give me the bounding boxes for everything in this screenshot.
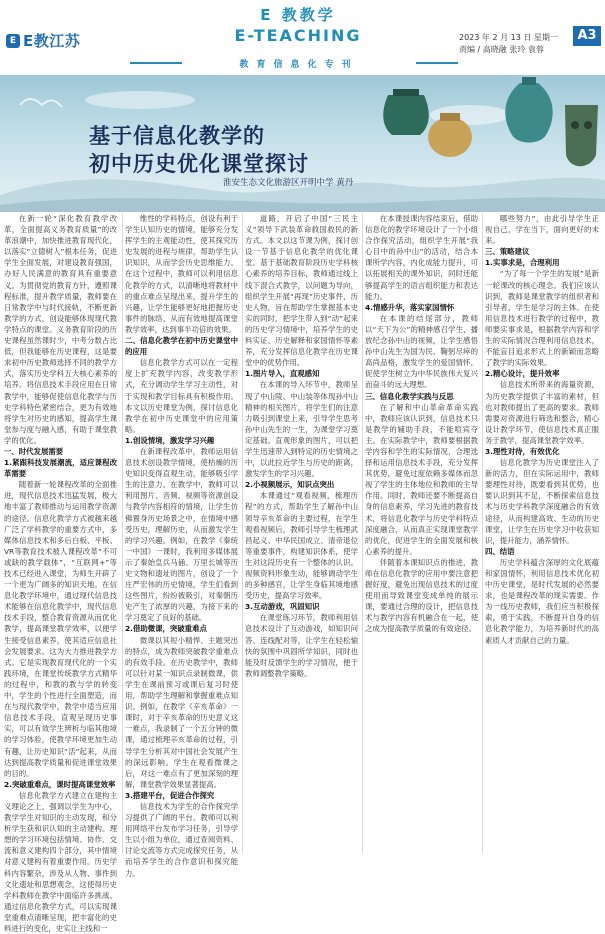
subtitle-rule-left <box>130 62 182 64</box>
bronze-mask-icon <box>565 105 598 166</box>
paragraph: 在本课的结尾部分，教师以“天下为公”的精神感召学生，播放纪念孙中山的视频，让学生感悟孙中山先生为国为民、鞠躬尽瘁的高尚品格，激发学生的爱国情怀，促使学生树立为中华民族伟大复兴而奋斗的远大理想。 <box>365 313 478 390</box>
article-column-3 <box>245 213 358 863</box>
paragraph: 信息化教学方式建立在建构主义理论之上，强调以学生为中心，教学学生对知识的主动发现，和分析学生获和识认知的主动建构。理想的学习环境包括情境、协作、交流和意义建构四个部分，其中情境对意义建构有着重要作用。历史学科内容繁杂，涉及从人物、事件到文化遗址和思想观念，这使得历史学科教师在教学中面临许多挑战。通过信息化教学方式，可以实现课堂重难点清晰呈现，把丰富化的史料进行的变化，史实让主线和一 <box>4 790 117 933</box>
section-heading: 2.借助微课，突破重难点 <box>125 624 207 634</box>
paragraph: 伴随着本课知识点的推进，教师在信息化教学的应用中要注意把握好度，避免出现信息技术的过度使用而导致课堂变成单纯的展示课，要通过合理的设计，把信息技术与教学内容有机融合在一起，使之成为提高教学质量的有效途径。 <box>365 557 478 634</box>
section-heading: 四、结语 <box>485 546 515 556</box>
section-heading: 3.互动游戏，巩固知识 <box>245 602 320 612</box>
paragraph: 哪些努力”，由此引导学生正视自己，学在当下，面向更好的未来。 <box>485 214 599 246</box>
section-heading: 1.图片导入，直观感知 <box>245 369 320 379</box>
paragraph: 维性的学科特点，创设有利于学生认知历史的情境，能够充分发挥学生的主观能动性，使其探究历史发展的进程与规律，帮助学生认识知识，从而学会历史思维能力。在这个过程中，教师可以利用信息化教学的方式，以清晰地将教材中的重点难点呈现出来，提升学生的兴趣，让学生能够更好地把握历史事件的脉络，从而有效地提高课堂教学效率，达到事半功倍的效果。 <box>125 214 238 334</box>
article-column-4 <box>365 213 478 863</box>
section-heading: 3.理性对待，有效优化 <box>485 446 560 456</box>
paragraph: 本课通过“观看视频，梳理历程”的方式，帮助学生了解孙中山领导辛亥革命的主要过程，在学生观看视频后，教师引导学生梳理武昌起义、中华民国成立、清帝退位等重要事件，构建知识体系，使学生对这段历史有一个整体的认识。视频资料形象生动，能够调动学生的多种感官，让学生身临其境地感受历史，提高学习效率。 <box>245 491 358 601</box>
paragraph: 信息化教学为历史课堂注入了新的活力，但在实际运用中，教师要理性对待，既要看到其优势，也要认识到其不足，不断探索信息技术与历史学科教学深度融合的有效途径，从而构建高效、生动的历史课堂，让学生在历史学习中收获知识，提升能力，涵养情怀。 <box>485 458 599 545</box>
paragraph: 微课以其短小精悍、主题突出的特点，成为教师突破教学重难点的有效手段。在历史教学中，教师可以针对某一知识点录制微课，供学生在课前预习或课后复习时使用，帮助学生理解和掌握重难点知识。例如，在教学《辛亥革命》一课时，对于辛亥革命的历史意义这一难点，我录制了一个五分钟的微课，通过梳理辛亥革命的过程，引导学生分析其对中国社会发展产生的深远影响。学生在观看微课之后，对这一难点有了更加深刻的理解，课堂教学效果显著提高。 <box>125 635 238 789</box>
headline-line-2: 初中历史优化课堂探讨 <box>89 152 309 176</box>
paragraph: 在课堂练习环节，教师利用信息技术设计了互动游戏，如知识问答、连线配对等，让学生在轻松愉快的氛围中巩固所学知识，同时也能及时反馈学生的学习情况，便于教师调整教学策略。 <box>245 613 358 678</box>
logo-icon: E <box>6 34 20 48</box>
editors-credit: 责编 / 高晓融 张玲 袁蓉 <box>459 45 544 54</box>
paragraph: 信息技术所带来的海量资源，为历史教学提供了丰富的素材，但也对教师提出了更高的要求。教师需要对资源进行筛选和整合，精心设计教学环节，使信息技术真正服务于教学，提高课堂教学效率。 <box>485 380 599 445</box>
column-title-en: E-TEACHING <box>234 26 362 45</box>
subtitle-rule-right <box>416 62 458 64</box>
section-heading: 三、策略建议 <box>485 247 530 257</box>
section-heading: 1.创设情境，激发学习兴趣 <box>125 435 215 445</box>
column-divider <box>482 213 483 853</box>
paragraph: “为了每一个学生的发展”是新一轮课改的核心理念。我们应该认识到，教师是课堂教学的组织者和引导者，学生是学习的主体。在使用信息技术进行教学的过程中，教师要实事求是，根据教学内容和学生的实际情况合理利用信息技术，不能盲目追求形式上的新颖而忽略了教学的实际效果。 <box>485 269 599 368</box>
column-divider <box>362 213 363 853</box>
paragraph: 在本课授课内容结束后，借助信息化的教学环境设计了一个小组合作探究活动，组织学生开展“我心目中的孙中山”的活动，结合本课所学内容，内化成能力提升，可以拓展相关的课外知识，同时还能够提高学生的语言组织能力和表达能力。 <box>365 214 478 301</box>
masthead <box>0 0 605 73</box>
article-body <box>4 213 601 933</box>
section-heading: 一、时代发展需要 <box>4 446 64 456</box>
logo-text: E教江苏 <box>23 32 81 50</box>
headline-line-1: 基于信息化教学的 <box>89 124 265 148</box>
page-number-badge: A3 <box>573 26 601 46</box>
section-heading: 4.情感升华，落实家国情怀 <box>365 302 455 312</box>
section-heading: 2.小视频展示，知识点突出 <box>245 480 335 490</box>
newspaper-logo[interactable] <box>6 30 80 51</box>
paragraph: 信息化教学方式可以在一定程度上扩充教学内容，改变教学形式，充分调动学生学习主动性，对于实现和教学目标具有积极作用。本文以历史课堂为例，探讨信息化教学在初中历史课堂中的应用策略。 <box>125 358 238 434</box>
section-heading: 二、信息化教学在初中历史课堂中的应用 <box>125 336 238 357</box>
section-heading: 3.搭建平台，促进合作探究 <box>125 790 215 800</box>
article-column-2 <box>125 213 238 878</box>
column-header <box>148 4 448 54</box>
issue-date: 2023 年 2 月 13 日 星期一 <box>459 33 558 42</box>
column-subtitle: 教育信息化专刊 <box>239 60 359 70</box>
column-divider <box>242 213 243 853</box>
section-heading: 三、信息化教学实践与反思 <box>365 391 454 401</box>
section-heading: 1.实事求是，合理利用 <box>485 258 560 268</box>
paragraph: 随着新一轮课程改革的全面推进，现代信息技术迅猛发展，极大地丰富了教师推动与运用教学资源的途径。信息化教学方式被越来越广泛了学科教学的重要方式中，多媒体信息技术和多后白板、平板、VR等教育技术被人课程改革“不可或缺的教学载体”，“互联网+”等技术已经进入课堂，为师生开辟了一个更为广阔多的知识天地。在信息化教学环境中，通过现代信息技术能够在信息化教学中，现代信息技术手段，整合教育资源从而优化教学，提高课堂教学效率，以便学生接受信息素养，使其适应信息社会发展要求。这为大力推进教学方式。它是实现教育现代化的一个实践环境，在课堂传统教学方式精华的过程中，和教的教与学的转变中，学生的个性进行全面塑造，而在与现代教学中，教学中适当应用信息技术手段，直观呈现历史事实，可以有效学生辨析与临其他境的学习体验，使教学环境更加生动有趣，让历史知识“活”起来，从而达到提高教学质量和促进课堂效果的目的。 <box>4 480 117 778</box>
paragraph: 在本课的导入环节中，教师呈现了中山陵、中山装等体现孙中山精神的相关图片，将学生们的注意力吸引到课堂上来，引导学生思考孙中山先生的一生，为课堂学习奠定基础。直观形象的图片，可以把学生迅速带入到特定的历史情境之中，以此拉近学生与历史的距离，激发学生的学习兴趣。 <box>245 380 358 479</box>
column-divider <box>122 213 123 853</box>
paragraph: 信息技术为学生的合作探究学习提供了广阔的平台。教师可以利用网络平台发布学习任务，引导学生以小组为单位，通过查阅资料、讨论交流等方式完成探究任务，从而培养学生的合作意识和探究能力。 <box>125 801 238 878</box>
bronze-vessel-icon <box>383 89 429 135</box>
article-column-5 <box>485 213 599 863</box>
author-byline: 淮安生态文化旅游区开明中学 黄丹 <box>223 178 354 188</box>
paragraph: 在新课程改革中，教师运用信息技术创设教学情境，使枯燥的历史知识变得直观生动，能够吸引学生的注意力。在教学中，教师可以利用图片、音频、视频等资源创设与教学内容相符的情境，让学生仿佛置身历史场景之中，在情境中感受历史，理解历史，从而激发学生的学习兴趣。例如，在教学《秦统一中国》一课时，我利用多媒体展示了秦始皇兵马俑、万里长城等历史文物和遗址的图片，创设了一个庄严宏伟的历史情境，学生们看到这些图片，纷纷被吸引，对秦朝历史产生了浓厚的兴趣，为接下来的学习奠定了良好的基础。 <box>125 446 238 623</box>
column-title-cn: E 教教学 <box>260 6 336 24</box>
cloud-ornament-icon <box>20 99 62 107</box>
paragraph: 在了解和中山革命革命实践中，教师应该认识到，信息技术只是教学的辅助手段，不能喧宾夺主。在实际教学中，教师要根据教学内容和学生的实际情况，合理选择和运用信息技术手段，充分发挥其优势，避免过度依赖多媒体而忽视了学生的主体地位和教师的主导作用。同时，教师还要不断提高自身的信息素养，学习先进的教育技术，将信息化教学与历史学科特点深度融合，从而真正实现课堂教学的优化，促进学生的全面发展和核心素养的提升。 <box>365 402 478 556</box>
section-heading: 2.突破重难点，课时提高课堂效率 <box>4 779 116 789</box>
vase-icon <box>505 77 552 143</box>
paragraph: 历史学科蕴含深厚的文化底蕴和家国情怀，利用信息技术优化初中历史课堂，是时代发展的必然要求，也是课程改革的现实需要。作为一线历史教师，我们应当积极探索，勇于实践，不断提升自身的信息化教学能力，为培养新时代的高素质人才贡献自己的力量。 <box>485 557 599 645</box>
section-heading: 2.精心设计，提升效率 <box>485 369 560 379</box>
paragraph: 在新一轮“深化教育教学改革，全面提高义务教育质量”的改革浪潮中，加快推进教育现代化，以落实“立德树人”根本任务，促进学生全面发展，对建设教育强国，办好人民满意的教育具有重要意义。为贯彻党的教育方针，遵照课程标准，提升教学质量，教师要在日常教学中与时代接轨，不断更新教学的方式，创设能够体现现代教学特点的课堂。义务教育阶段的历史课程虽然课时少，中考分数占比低，但我能够在历史课程，这是要求初中历史教师选择不同的教学方式，落实历史学科五大核心素养的培养。将信息技术手段应用在日常教学中，能够促使信息化教学与历史学科特色紧密结合，更为有效地将学生对历史的感知，提高学生课堂参与度与融入感，有助于课堂教学的优化。 <box>4 214 117 445</box>
section-heading: 1.紧跟科技发展潮流，适应课程改革需要 <box>4 458 117 479</box>
article-column-1 <box>4 213 117 933</box>
paragraph: 道路，开启了中国“三民主义”领导下武装革命救国救民的新方式。本文以这节课为例，探讨创设一节基于信息化教学的优化课堂。基于基础教育阶段历史学科核心素养的培养目标，教师通过线上线下混合式教学，以问题为导向，组织学生开展“再现”历史事件，历史人物，旨在帮助学生掌握基本史实的同时，把学生带入到“动”起来的历史学习情境中，培养学生的史料实证、历史解释和家国情怀等素养，充分发挥信息化教学在历史课堂中的优势作用。 <box>245 214 358 368</box>
